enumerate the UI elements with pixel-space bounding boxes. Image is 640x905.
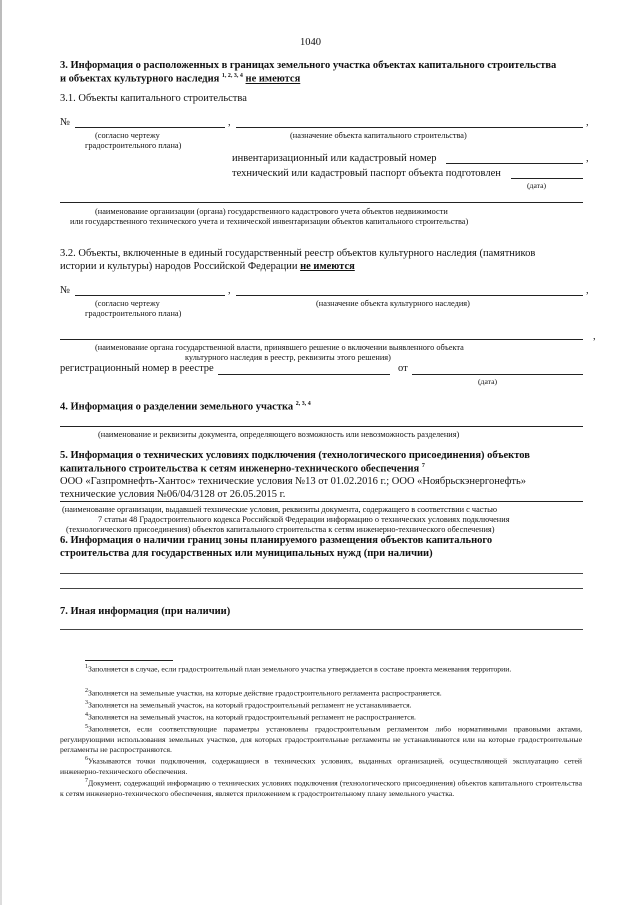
zone-field-2[interactable]	[60, 588, 583, 589]
footnote-5: $^5$Заполняется, если соответствующие параметры установлены градостроительным регламентом либо нормативными правовыми актами, регулирующими использования земельных участков, для которых градостроительные регламенты не устанавливаются или на которые градостроительные регламенты не распространяются.	[60, 724, 582, 754]
section-5-title-line1: 5. Информация о технических условиях подключения (технологического присоединения) объектов	[60, 450, 530, 461]
footnote-1: $^1$Заполняется в случае, если градостроительный план земельного участка утверждается в составе проекта межевания территории.	[85, 664, 512, 674]
page-number: 1040	[300, 37, 321, 48]
section-3-2-title-line2: истории и культуры) народов Российской Федерации не имеются	[60, 261, 355, 272]
purpose-field[interactable]	[236, 127, 583, 128]
number-label-2: №	[60, 285, 71, 296]
section-7-title: 7. Иная информация (при наличии)	[60, 606, 231, 617]
scan-edge	[0, 0, 2, 905]
section-5-caption-1: (наименование организации, выдавшей технические условия, реквизиты документа, содержащего в соответствии с частью	[62, 505, 498, 514]
heading-footnote-refs: 1, 2, 3, 4	[221, 73, 243, 79]
org-caption-2: или государственного технического учета и технической инвентаризации объектов капитального строительства)	[70, 217, 469, 226]
section-5-caption-2: 7 статьи 48 Градостроительного кодекса Российской Федерации информацию о технических условиях подключения	[98, 515, 510, 524]
authority-caption-1: (наименование органа государственной власти, принявшего решение о включении выявленного объекта	[95, 343, 464, 352]
tech-conditions-value-1: ООО «Газпромнефть-Хантос» технические условия №13 от 01.02.2016 г.; ООО «Ноябрьскэнергонефть»	[60, 476, 527, 487]
section-5-caption-3: (технологического присоединения) объектов капитального строительства к сетям инженерно-технического обеспечения)	[66, 525, 495, 534]
passport-label: технический или кадастровый паспорт объекта подготовлен	[232, 168, 501, 179]
footnote-2: $^2$Заполняется на земельные участки, на которые действие градостроительного регламента распространяется.	[85, 688, 442, 698]
reg-date-field[interactable]	[412, 374, 583, 375]
section-4-title: 4. Информация о разделении земельного участка $^{2, 3, 4}$	[60, 401, 311, 413]
number-label: №	[60, 117, 71, 128]
section-6-title-line1: 6. Информация о наличии границ зоны планируемого размещения объектов капитального	[60, 535, 493, 546]
section-3-1-title: 3.1. Объекты капитального строительства	[60, 93, 247, 104]
footnote-6: $^6$Указываются точки подключения, содержащиеся в технических условиях, выданных организацией, осуществляющей эксплуатацию сетей инженерно-технического обеспечения.	[60, 756, 582, 776]
comma-sep: ,	[593, 331, 596, 342]
footnote-4: $^4$Заполняется на земельный участок, на который градостроительный регламент не распространяется.	[85, 712, 416, 722]
authority-caption-2: культурного наследия в реестр, реквизиты этого решения)	[185, 353, 391, 362]
number-field[interactable]	[75, 127, 225, 128]
caption-heritage-purpose: (назначение объекта культурного наследия)	[316, 299, 470, 308]
comma-sep: ,	[228, 117, 231, 128]
footnote-7: $^7$Документ, содержащий информацию о технических условиях подключения (технологического присоединения) объектов капитального строительства к сетям инженерно-технического обеспечения, является приложением к градостроительному плану земельного участка.	[60, 778, 582, 798]
caption-drawing-2: градостроительного плана)	[85, 141, 182, 150]
authority-field[interactable]	[60, 339, 583, 340]
section-3-heading-line2: и объектах культурного наследия $^{1, 2, 3, 4}$ не имеются	[60, 73, 301, 85]
section-4-footnote-refs: 2, 3, 4	[295, 401, 311, 407]
caption-drawing-b: (согласно чертежу	[95, 299, 160, 308]
caption-drawing: (согласно чертежу	[95, 131, 160, 140]
comma-sep: ,	[228, 285, 231, 296]
zone-field-1[interactable]	[60, 573, 583, 574]
tech-conditions-field[interactable]	[60, 501, 583, 502]
other-info-field[interactable]	[60, 629, 583, 630]
comma-sep: ,	[586, 285, 589, 296]
date-caption-2: (дата)	[478, 377, 498, 386]
footnote-3: $^3$Заполняется на земельный участок, на который градостроительный регламент не устанавливается.	[85, 700, 412, 710]
inventory-label: инвентаризационный или кадастровый номер	[232, 153, 437, 164]
org-caption-1: (наименование организации (органа) государственного кадастрового учета объектов недвижимости	[95, 207, 448, 216]
inventory-field[interactable]	[446, 163, 583, 164]
caption-drawing-b2: градостроительного плана)	[85, 309, 182, 318]
section-6-title-line2: строительства для государственных или муниципальных нужд (при наличии)	[60, 548, 433, 559]
comma-sep: ,	[586, 117, 589, 128]
passport-date-field[interactable]	[511, 178, 583, 179]
reg-number-label: регистрационный номер в реестре	[60, 363, 214, 374]
section-3-2-title-line1: 3.2. Объекты, включенные в единый государственный реестр объектов культурного наследия (памятников	[60, 248, 536, 259]
heritage-purpose-field[interactable]	[236, 295, 583, 296]
comma-sep: ,	[586, 153, 589, 164]
number-field-2[interactable]	[75, 295, 225, 296]
section-4-caption: (наименование и реквизиты документа, определяющего возможность или невозможность разделения)	[98, 430, 460, 439]
section-3-heading-line1: 3. Информация о расположенных в границах земельного участка объектах капитального строительства	[60, 60, 557, 71]
section-3-status: не имеются	[245, 73, 301, 85]
reg-number-field[interactable]	[218, 374, 390, 375]
date-caption: (дата)	[527, 181, 547, 190]
section-5-title-line2: капитального строительства к сетям инженерно-технического обеспечения $^7$	[60, 463, 425, 475]
section-3-2-status: не имеются	[300, 261, 355, 272]
section-5-footnote-ref: 7	[421, 463, 425, 469]
from-label: от	[398, 363, 408, 374]
division-doc-field[interactable]	[60, 426, 583, 427]
tech-conditions-value-2: технические условия №06/04/3128 от 26.05.2015 г.	[60, 489, 286, 500]
caption-purpose: (назначение объекта капитального строительства)	[290, 131, 467, 140]
org-field[interactable]	[60, 202, 583, 203]
footnote-separator	[85, 660, 173, 661]
